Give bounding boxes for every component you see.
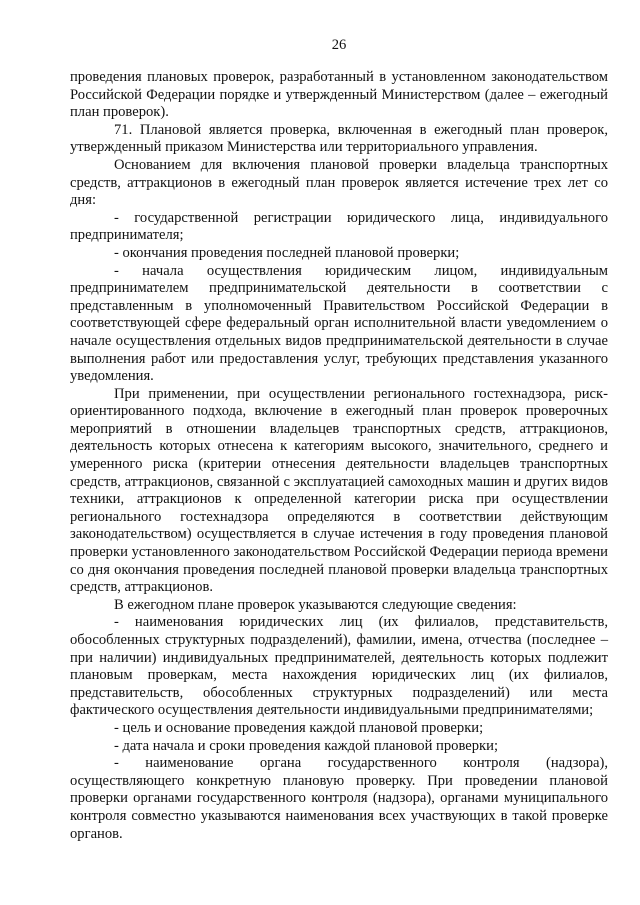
paragraph: - цель и основание проведения каждой плановой проверки; [114, 719, 484, 736]
paragraph: При применении, при осуществлении регионального гостехнадзора, риск-ориентированного подхода, включение в ежегодный план проверок проверочных мероприятий в отношении владельцев транспортных средств, аттракционов, деятельность которых отнесена к категориям высокого, значительного, среднего и умеренного риска (критерии отнесения деятельности владельцев транспортных средств, аттракционов, связанной с эксплуатацией самоходных машин и других видов техники, аттракционов к определенной категории риска при осуществлении регионального гостехнадзора определяются в соответствии действующим законодательством) осуществляется в случае истечения в году проведения плановой проверки установленного законодательством Российской Федерации периода времени со дня окончания проведения последней плановой проверки владельца транспортных средств, аттракционов. [70, 385, 608, 596]
page-number: 26 [331, 37, 347, 53]
paragraph: - дата начала и сроки проведения каждой плановой проверки; [114, 737, 498, 754]
paragraph: В ежегодном плане проверок указываются следующие сведения: [114, 596, 517, 613]
paragraph: проведения плановых проверок, разработанный в установленном законодательством Российской Федерации порядке и утвержденный Министерством (далее – ежегодный план проверок). [70, 69, 608, 121]
paragraph: Основанием для включения плановой проверки владельца транспортных средств, аттракционов в ежегодный план проверок является истечение трех лет со дня: [70, 156, 608, 209]
document-body [70, 69, 608, 843]
paragraph: - наименования юридических лиц (их филиалов, представительств, обособленных структурных подразделений), фамилии, имена, отчества (последнее – при наличии) индивидуальных предпринимателей, деятельность которых подлежит плановым проверкам, места нахождения юридических лиц (их филиалов, представительств, обособленных структурных подразделений) или места фактического осуществления деятельности индивидуальными предпринимателями; [70, 614, 608, 719]
paragraph: 71. Плановой является проверка, включенная в ежегодный план проверок, утвержденный приказом Министерства или территориального управления. [70, 121, 608, 156]
paragraph: - наименование органа государственного контроля (надзора), осуществляющего конкретную плановую проверку. При проведении плановой проверки органами государственного контроля (надзора), органами муниципального контроля совместно указываются наименования всех участвующих в такой проверке органов. [70, 755, 608, 842]
paragraph: - начала осуществления юридическим лицом, индивидуальным предпринимателем предпринимательской деятельности в соответствии с представленным в уполномоченный Правительством Российской Федерации в соответствующей сфере федеральный орган исполнительной власти уведомлением о начале осуществления отдельных видов предпринимательской деятельности в случае выполнения работ или предоставления услуг, требующих представления указанного уведомления. [70, 262, 608, 385]
paragraph: - окончания проведения последней плановой проверки; [114, 244, 460, 261]
paragraph: - государственной регистрации юридического лица, индивидуального предпринимателя; [70, 209, 608, 244]
